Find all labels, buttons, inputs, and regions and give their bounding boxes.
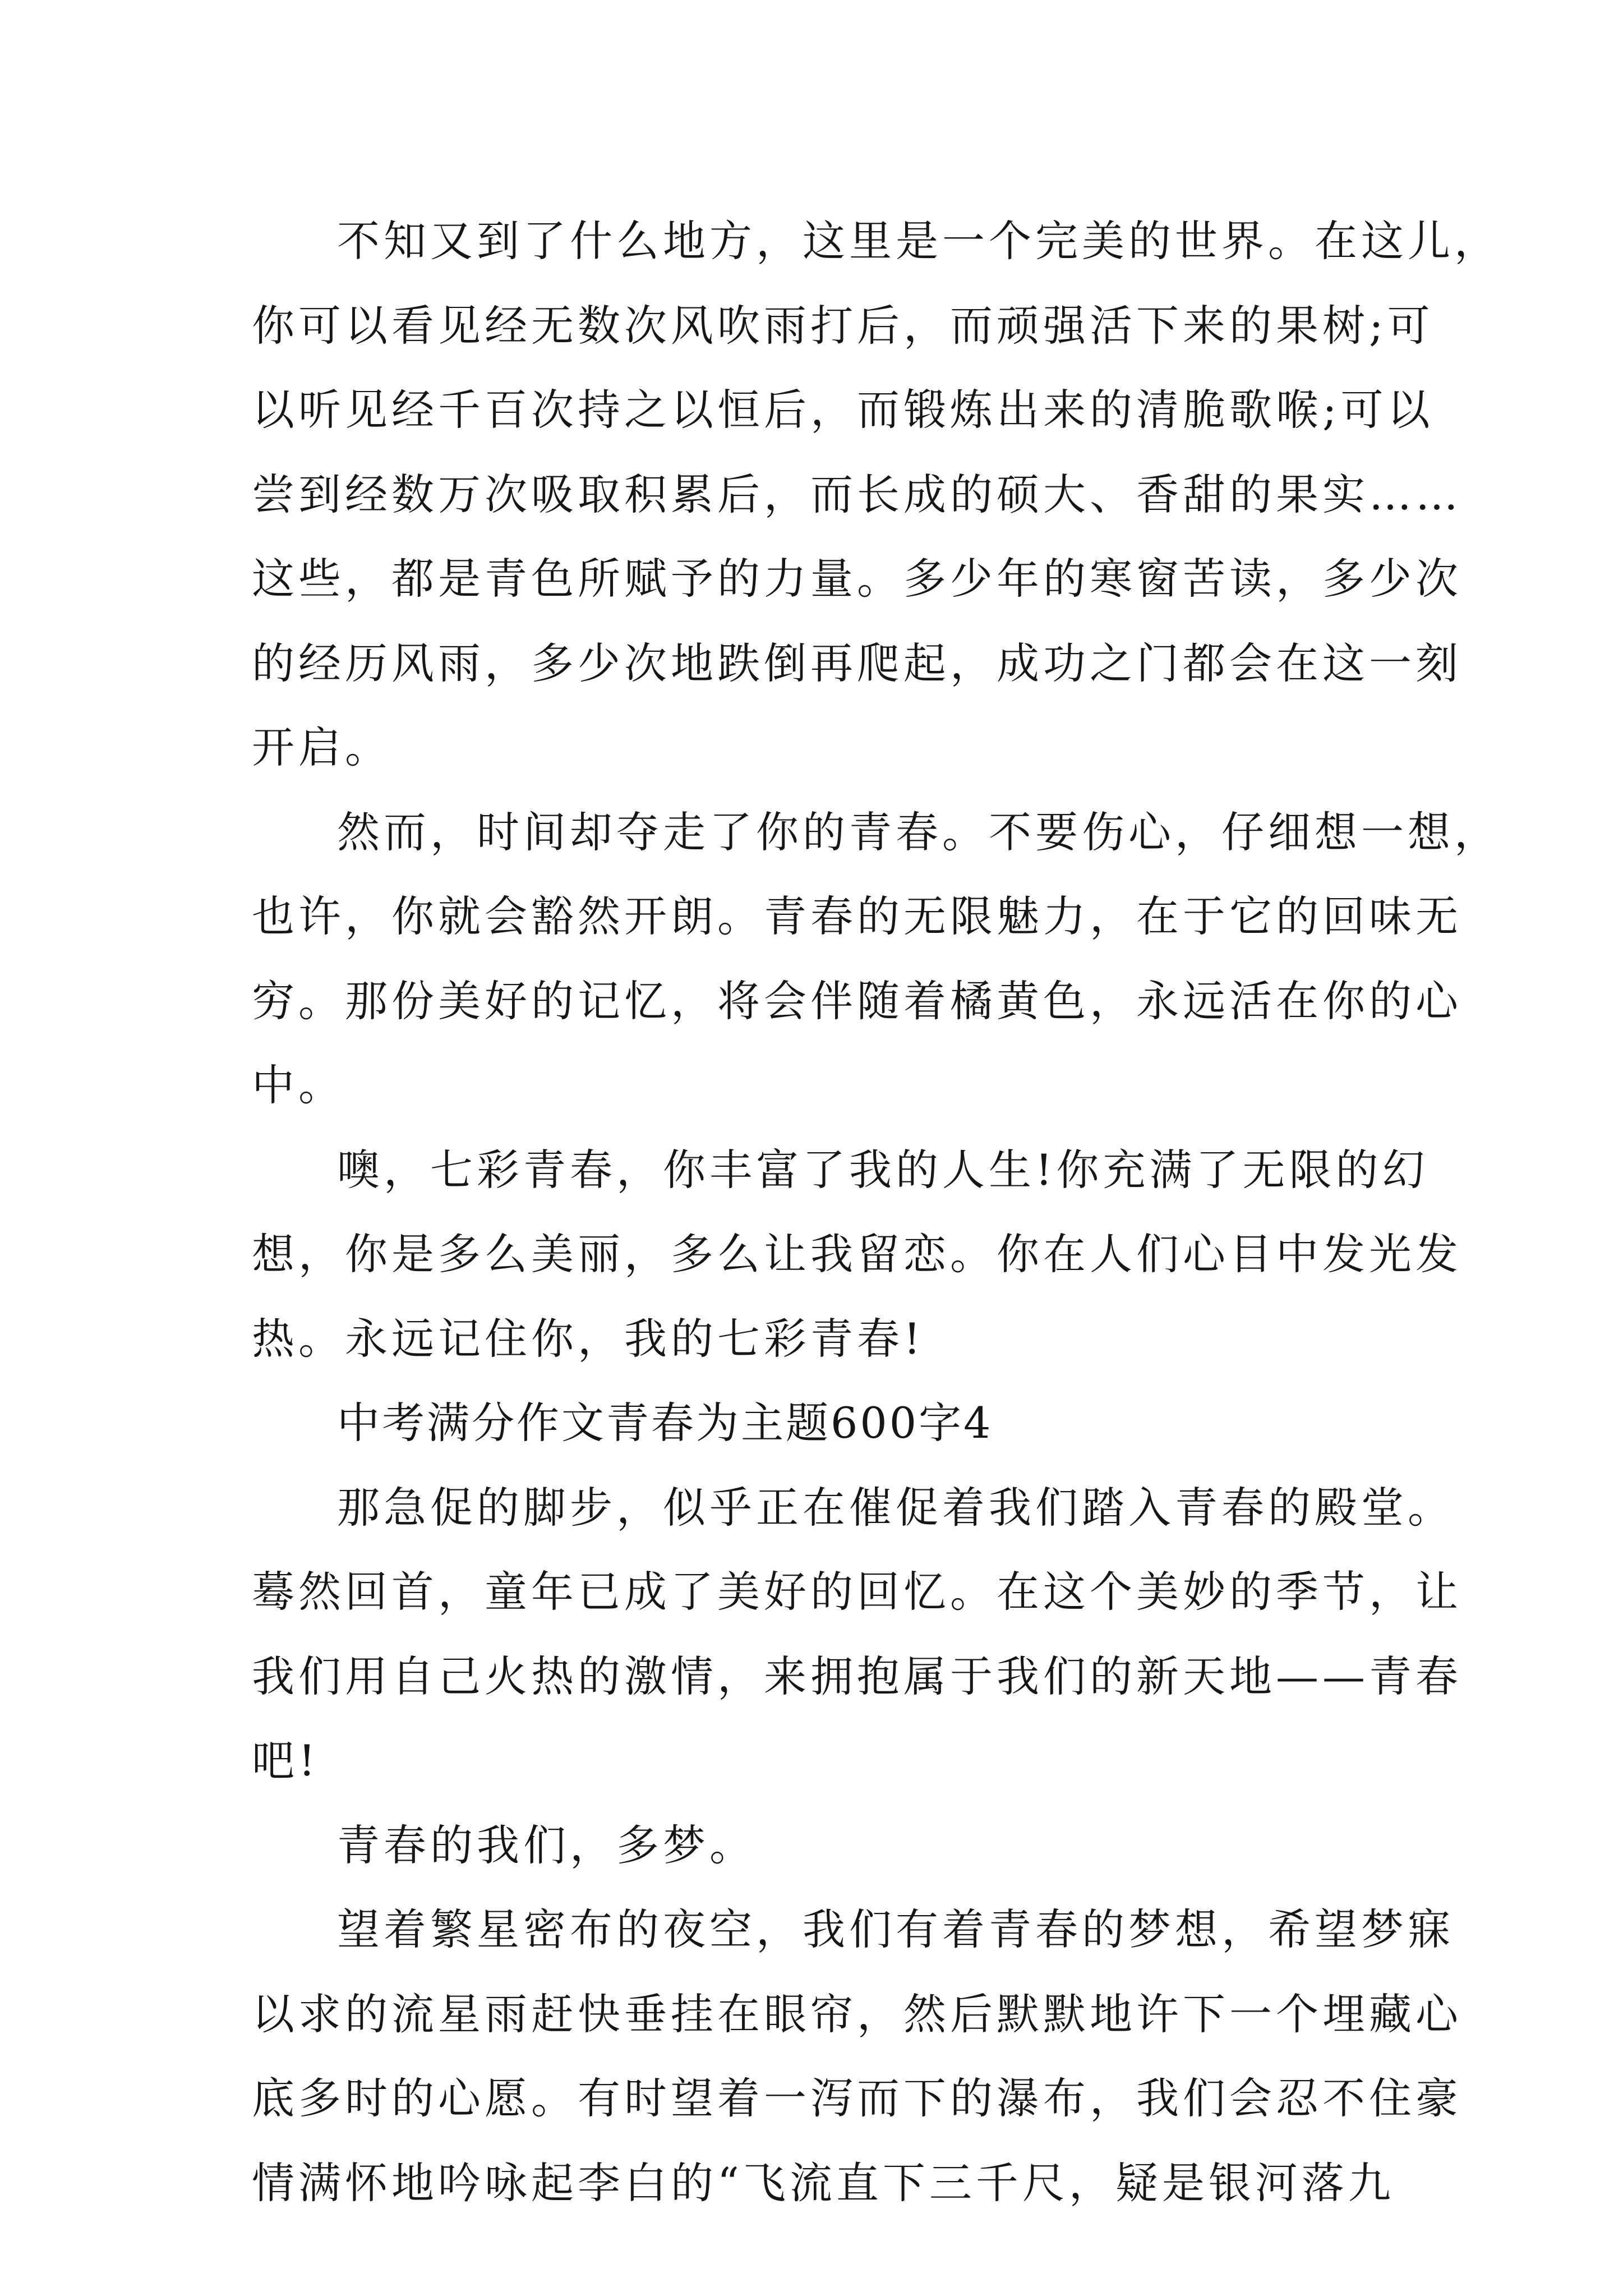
paragraph-time-youth xyxy=(252,790,1501,1128)
paragraph-line: 蓦然回首，童年已成了美好的回忆。在这个美妙的季节，让 xyxy=(252,1567,1462,1617)
essay-heading xyxy=(252,1381,1430,1466)
paragraph-line: 我们用自己火热的激情，来拥抱属于我们的新天地——青春 xyxy=(252,1651,1462,1701)
paragraph-line: 情满怀地吟咏起李白的“飞流直下三千尺，疑是银河落九 xyxy=(252,2157,1395,2208)
paragraph-line: 底多时的心愿。有时望着一泻而下的瀑布，我们会忍不住豪 xyxy=(252,2073,1462,2123)
paragraph-line: 不知又到了什么地方，这里是一个完美的世界。在这儿， xyxy=(337,216,1501,266)
paragraph-line: 吧! xyxy=(252,1736,320,1786)
paragraph-line: 穷。那份美好的记忆，将会伴随着橘黄色，永远活在你的心 xyxy=(252,976,1462,1026)
paragraph-perfect-world xyxy=(252,199,1501,790)
paragraph-line: 热。永远记住你，我的七彩青春! xyxy=(252,1313,925,1364)
paragraph-hurried-steps xyxy=(252,1466,1462,1803)
paragraph-line: 这些，都是青色所赋予的力量。多少年的寒窗苦读，多少次 xyxy=(252,554,1462,604)
paragraph-line: 望着繁星密布的夜空，我们有着青春的梦想，希望梦寐 xyxy=(337,1904,1454,1954)
paragraph-starry-sky xyxy=(252,1888,1462,2225)
paragraph-colorful-youth xyxy=(252,1128,1462,1382)
essay-text xyxy=(252,199,1501,2225)
paragraph-line: 那急促的脚步，似乎正在催促着我们踏入青春的殿堂。 xyxy=(337,1482,1454,1533)
paragraph-line: 青春的我们，多梦。 xyxy=(337,1820,756,1870)
paragraph-line: 想，你是多么美丽，多么让我留恋。你在人们心目中发光发 xyxy=(252,1229,1462,1279)
paragraph-line: 尝到经数万次吸取积累后，而长成的硕大、香甜的果实…… xyxy=(252,469,1462,519)
paragraph-line: 的经历风雨，多少次地跌倒再爬起，成功之门都会在这一刻 xyxy=(252,638,1462,688)
paragraph-line: 你可以看见经无数次风吹雨打后，而顽强活下来的果树;可 xyxy=(252,300,1434,351)
paragraph-line: 也许，你就会豁然开朗。青春的无限魅力，在于它的回味无 xyxy=(252,891,1462,941)
paragraph-line: 以听见经千百次持之以恒后，而锻炼出来的清脆歌喉;可以 xyxy=(252,385,1434,435)
paragraph-line: 中。 xyxy=(252,1060,345,1110)
paragraph-line: 开启。 xyxy=(252,723,391,772)
paragraph-many-dreams xyxy=(252,1803,1430,1888)
paragraph-line: 噢，七彩青春，你丰富了我的人生!你充满了无限的幻 xyxy=(337,1144,1429,1195)
essay-heading-text: 中考满分作文青春为主题600字4 xyxy=(337,1398,993,1448)
paragraph-line: 以求的流星雨赶快垂挂在眼帘，然后默默地许下一个埋藏心 xyxy=(252,1989,1462,2039)
paragraph-line: 然而，时间却夺走了你的青春。不要伤心，仔细想一想， xyxy=(337,807,1501,857)
